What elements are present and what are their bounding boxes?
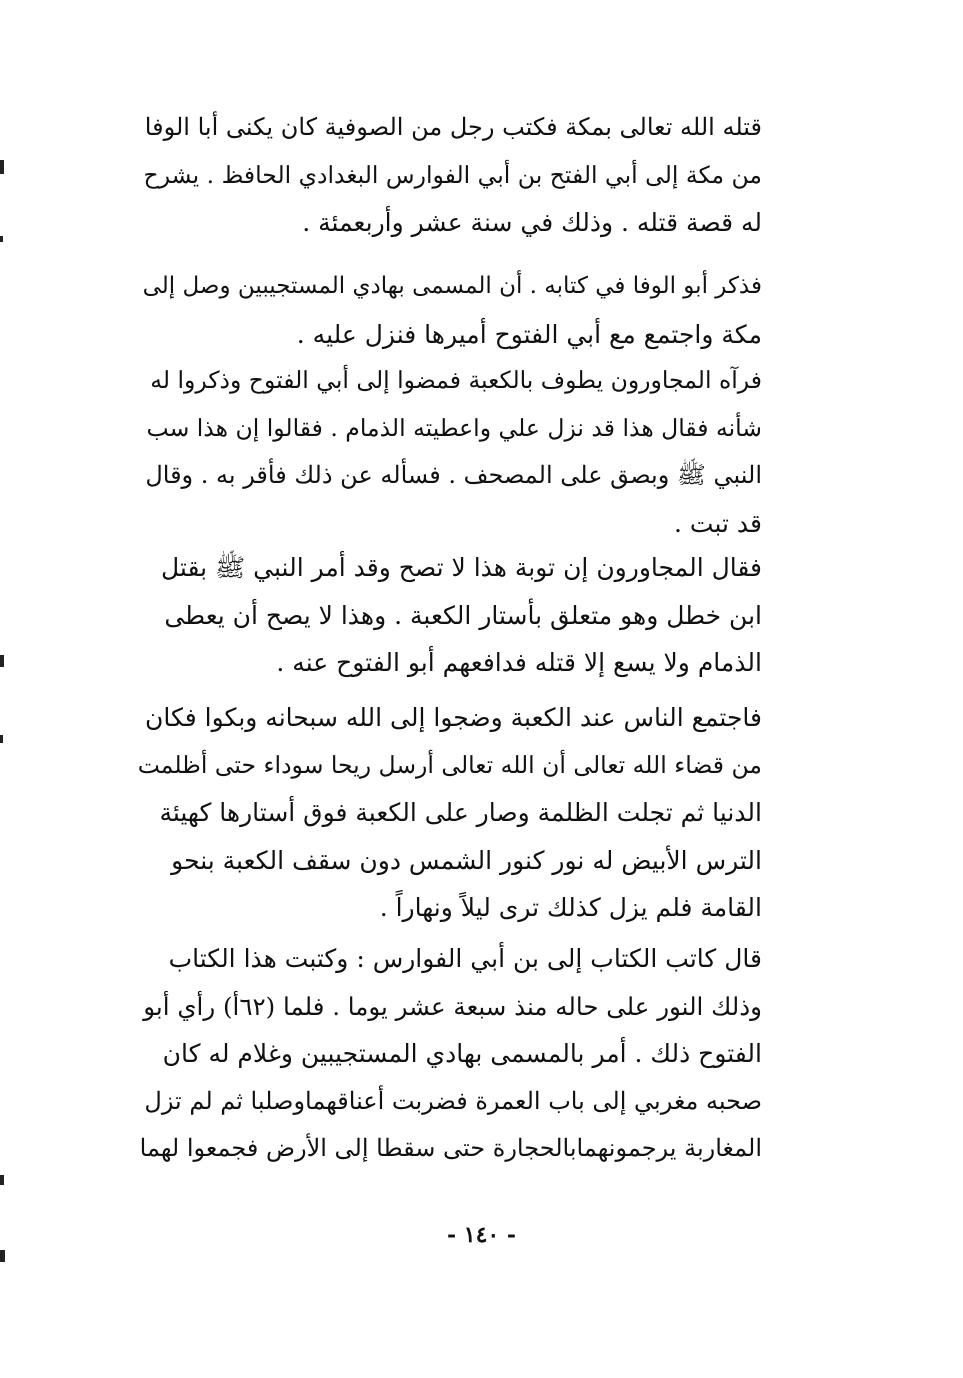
paragraph bbox=[138, 263, 762, 358]
text-line: شأنه فقال هذا قد نزل علي واعطيته الذمام . فقالوا إن هذا سب bbox=[146, 413, 762, 442]
text-line: صحبه مغربي إلى باب العمرة فضربت أعناقهماوصلبا ثم لم تزل bbox=[144, 1086, 762, 1115]
text-line: القامة فلم يزل كذلك ترى ليلاً ونهاراً . bbox=[379, 893, 762, 922]
scan-edge-mark bbox=[0, 1175, 4, 1185]
paragraph bbox=[138, 544, 762, 687]
text-line: الفتوح ذلك . أمر بالمسمى بهادي المستجيبين وغلام له كان bbox=[162, 1039, 762, 1068]
paragraph bbox=[138, 694, 762, 932]
scan-edge-mark bbox=[0, 236, 3, 242]
text-line: فذكر أبو الوفا في كتابه . أن المسمى بهادي المستجيبين وصل إلى bbox=[142, 273, 762, 299]
text-line: قال كاتب الكتاب إلى بن أبي الفوارس : وكتبت هذا الكتاب bbox=[168, 944, 762, 973]
scan-edge-mark bbox=[0, 1250, 5, 1262]
paragraph bbox=[138, 935, 762, 1173]
text-line: من قضاء الله تعالى أن الله تعالى أرسل ريحا سوداء حتى أظلمت bbox=[137, 750, 762, 779]
text-line: له قصة قتله . وذلك في سنة عشر وأربعمئة . bbox=[302, 208, 762, 237]
text-line: قتله الله تعالى بمكة فكتب رجل من الصوفية كان يكنى أبا الوفا bbox=[144, 113, 762, 141]
paragraph bbox=[138, 104, 762, 247]
text-line: قد تبت . bbox=[674, 508, 762, 538]
text-line: النبي ﷺ وبصق على المصحف . فسأله عن ذلك فأقر به . وقال bbox=[145, 461, 762, 489]
text-line: فرآه المجاورون يطوف بالكعبة فمضوا إلى أبي الفتوح وذكروا له bbox=[150, 366, 762, 394]
scan-edge-mark bbox=[0, 735, 3, 743]
page-number: - ١٤٠ - bbox=[446, 1222, 517, 1248]
text-line: الذمام ولا يسع إلا قتله فدافعهم أبو الفتوح عنه . bbox=[276, 648, 762, 677]
text-line: من مكة إلى أبي الفتح بن أبي الفوارس البغدادي الحافظ . يشرح bbox=[143, 160, 762, 189]
text-line: ابن خطل وهو متعلق بأستار الكعبة . وهذا لا يصح أن يعطى bbox=[164, 600, 762, 630]
scan-edge-mark bbox=[0, 655, 4, 667]
text-line: الدنيا ثم تجلت الظلمة وصار على الكعبة فوق أستارها كهيئة bbox=[159, 798, 762, 827]
text-line: فاجتمع الناس عند الكعبة وضجوا إلى الله سبحانه وبكوا فكان bbox=[144, 703, 762, 732]
text-line: مكة واجتمع مع أبي الفتوح أميرها فنزل عليه . bbox=[296, 319, 762, 349]
scan-edge-mark bbox=[0, 160, 4, 174]
paragraph bbox=[138, 357, 762, 547]
text-line: الترس الأبيض له نور كنور الشمس دون سقف الكعبة بنحو bbox=[171, 845, 762, 875]
text-line: فقال المجاورون إن توبة هذا لا تصح وقد أمر النبي ﷺ بقتل bbox=[160, 553, 762, 582]
text-line: المغاربة يرجمونهمابالحجارة حتى سقطا إلى الأرض فجمعوا لهما bbox=[139, 1134, 762, 1162]
text-line: وذلك النور على حاله منذ سبعة عشر يوما . فلما (٦٢أ) رأي أبو bbox=[143, 991, 762, 1021]
